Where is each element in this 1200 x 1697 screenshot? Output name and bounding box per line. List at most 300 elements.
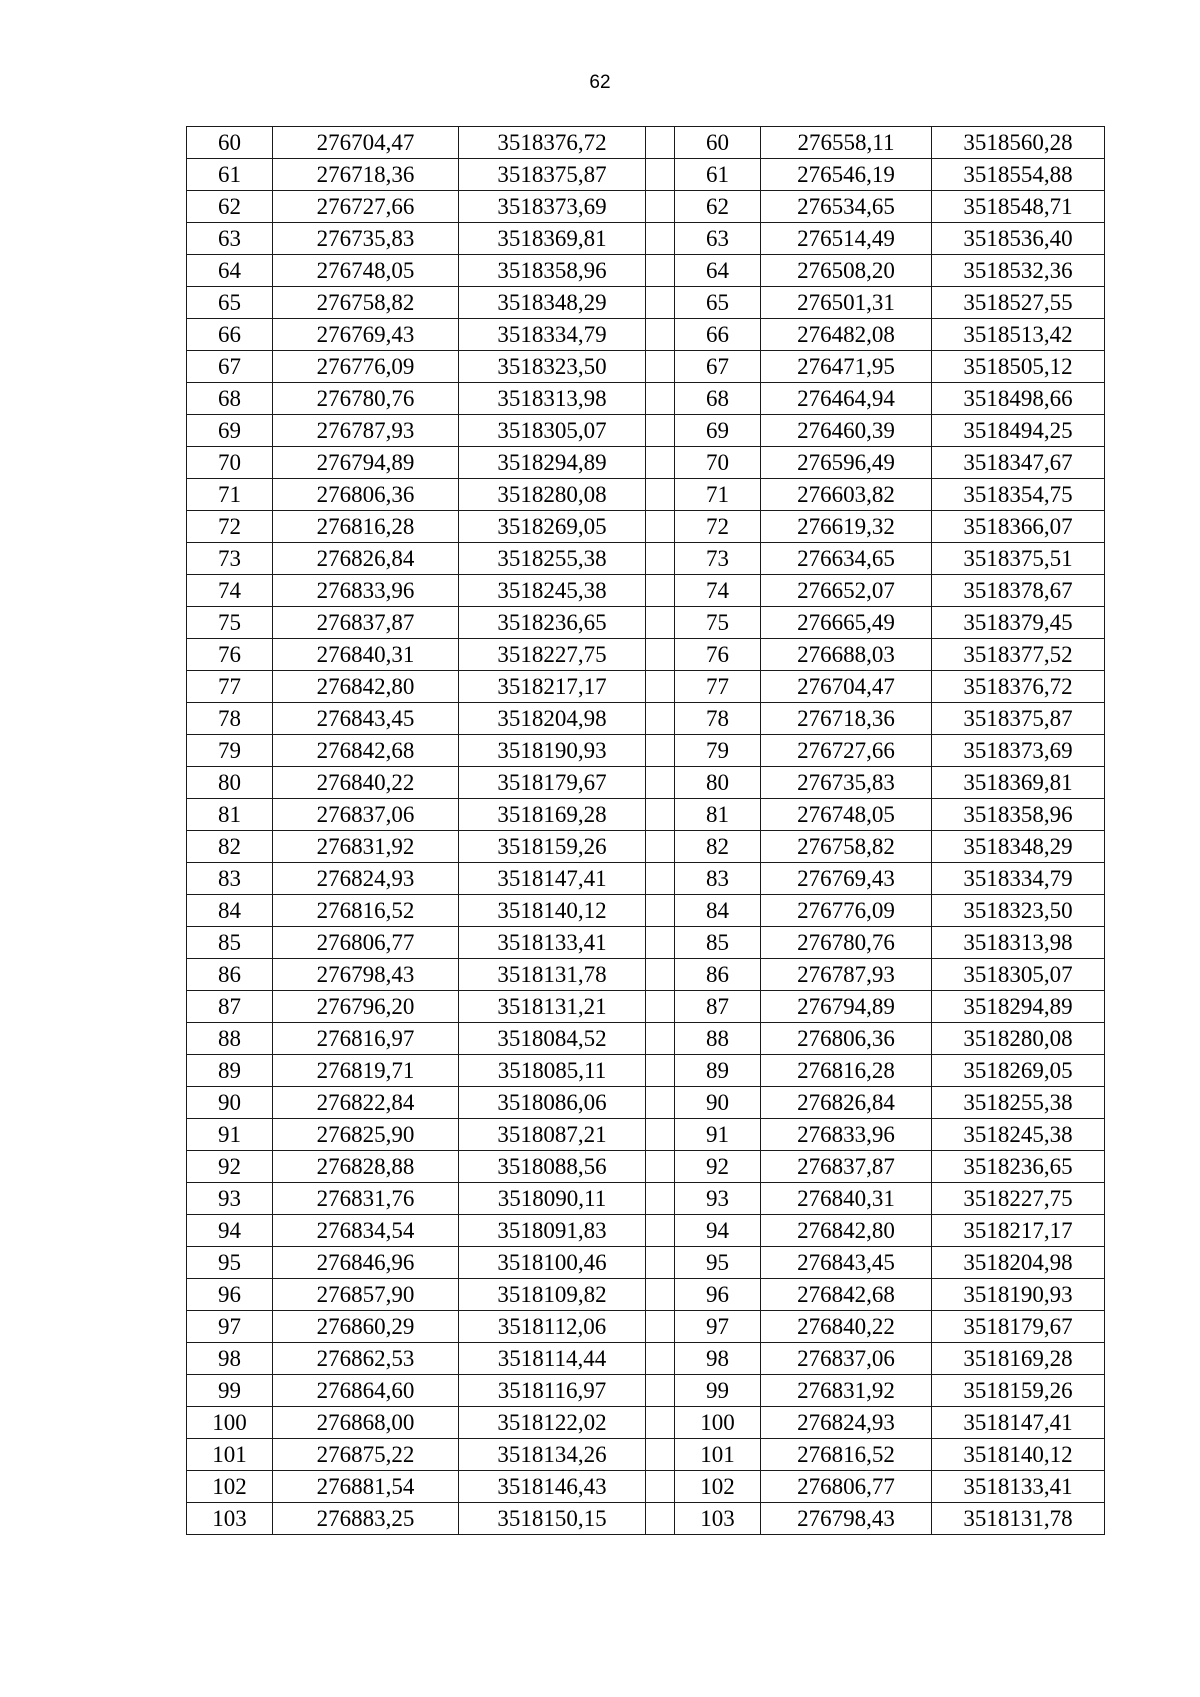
empty-separator-cell	[646, 735, 675, 767]
left-point-number-cell: 74	[187, 575, 273, 607]
left-x-coordinate-cell: 276822,84	[273, 1087, 459, 1119]
right-point-number-cell: 93	[675, 1183, 761, 1215]
empty-separator-cell	[646, 959, 675, 991]
right-y-coordinate-cell: 3518147,41	[932, 1407, 1105, 1439]
left-y-coordinate-cell: 3518146,43	[459, 1471, 646, 1503]
right-x-coordinate-cell: 276833,96	[761, 1119, 932, 1151]
right-x-coordinate-cell: 276837,87	[761, 1151, 932, 1183]
empty-separator-cell	[646, 1055, 675, 1087]
empty-separator-cell	[646, 991, 675, 1023]
right-point-number-cell: 100	[675, 1407, 761, 1439]
right-point-number-cell: 84	[675, 895, 761, 927]
right-y-coordinate-cell: 3518169,28	[932, 1343, 1105, 1375]
left-x-coordinate-cell: 276860,29	[273, 1311, 459, 1343]
right-x-coordinate-cell: 276787,93	[761, 959, 932, 991]
left-x-coordinate-cell: 276816,28	[273, 511, 459, 543]
left-x-coordinate-cell: 276875,22	[273, 1439, 459, 1471]
left-y-coordinate-cell: 3518109,82	[459, 1279, 646, 1311]
empty-separator-cell	[646, 1119, 675, 1151]
table-row	[187, 767, 1105, 799]
right-y-coordinate-cell: 3518376,72	[932, 671, 1105, 703]
empty-separator-cell	[646, 1279, 675, 1311]
right-x-coordinate-cell: 276780,76	[761, 927, 932, 959]
table-row	[187, 895, 1105, 927]
right-x-coordinate-cell: 276727,66	[761, 735, 932, 767]
left-point-number-cell: 65	[187, 287, 273, 319]
left-x-coordinate-cell: 276846,96	[273, 1247, 459, 1279]
left-y-coordinate-cell: 3518147,41	[459, 863, 646, 895]
empty-separator-cell	[646, 767, 675, 799]
empty-separator-cell	[646, 1087, 675, 1119]
empty-separator-cell	[646, 543, 675, 575]
empty-separator-cell	[646, 1023, 675, 1055]
left-y-coordinate-cell: 3518369,81	[459, 223, 646, 255]
left-y-coordinate-cell: 3518204,98	[459, 703, 646, 735]
left-x-coordinate-cell: 276828,88	[273, 1151, 459, 1183]
right-x-coordinate-cell: 276619,32	[761, 511, 932, 543]
left-y-coordinate-cell: 3518114,44	[459, 1343, 646, 1375]
left-y-coordinate-cell: 3518090,11	[459, 1183, 646, 1215]
right-point-number-cell: 71	[675, 479, 761, 511]
right-point-number-cell: 68	[675, 383, 761, 415]
left-point-number-cell: 82	[187, 831, 273, 863]
left-x-coordinate-cell: 276806,77	[273, 927, 459, 959]
right-point-number-cell: 60	[675, 127, 761, 159]
left-point-number-cell: 99	[187, 1375, 273, 1407]
right-point-number-cell: 66	[675, 319, 761, 351]
table-row	[187, 703, 1105, 735]
left-y-coordinate-cell: 3518294,89	[459, 447, 646, 479]
right-point-number-cell: 62	[675, 191, 761, 223]
left-x-coordinate-cell: 276842,80	[273, 671, 459, 703]
empty-separator-cell	[646, 1183, 675, 1215]
table-row	[187, 1215, 1105, 1247]
empty-separator-cell	[646, 191, 675, 223]
left-x-coordinate-cell: 276704,47	[273, 127, 459, 159]
right-x-coordinate-cell: 276603,82	[761, 479, 932, 511]
table-row	[187, 1343, 1105, 1375]
left-point-number-cell: 97	[187, 1311, 273, 1343]
left-y-coordinate-cell: 3518348,29	[459, 287, 646, 319]
right-x-coordinate-cell: 276816,28	[761, 1055, 932, 1087]
right-y-coordinate-cell: 3518375,87	[932, 703, 1105, 735]
left-point-number-cell: 83	[187, 863, 273, 895]
left-point-number-cell: 92	[187, 1151, 273, 1183]
left-x-coordinate-cell: 276794,89	[273, 447, 459, 479]
right-y-coordinate-cell: 3518227,75	[932, 1183, 1105, 1215]
empty-separator-cell	[646, 1503, 675, 1535]
right-point-number-cell: 80	[675, 767, 761, 799]
right-point-number-cell: 94	[675, 1215, 761, 1247]
table-row	[187, 415, 1105, 447]
right-y-coordinate-cell: 3518513,42	[932, 319, 1105, 351]
empty-separator-cell	[646, 671, 675, 703]
right-y-coordinate-cell: 3518131,78	[932, 1503, 1105, 1535]
left-point-number-cell: 102	[187, 1471, 273, 1503]
left-point-number-cell: 62	[187, 191, 273, 223]
empty-separator-cell	[646, 159, 675, 191]
left-x-coordinate-cell: 276842,68	[273, 735, 459, 767]
left-y-coordinate-cell: 3518086,06	[459, 1087, 646, 1119]
left-x-coordinate-cell: 276837,06	[273, 799, 459, 831]
left-x-coordinate-cell: 276819,71	[273, 1055, 459, 1087]
left-y-coordinate-cell: 3518084,52	[459, 1023, 646, 1055]
right-point-number-cell: 75	[675, 607, 761, 639]
right-point-number-cell: 83	[675, 863, 761, 895]
left-point-number-cell: 96	[187, 1279, 273, 1311]
left-point-number-cell: 95	[187, 1247, 273, 1279]
empty-separator-cell	[646, 319, 675, 351]
left-x-coordinate-cell: 276862,53	[273, 1343, 459, 1375]
table-row	[187, 447, 1105, 479]
left-y-coordinate-cell: 3518122,02	[459, 1407, 646, 1439]
page-number: 62	[589, 72, 611, 93]
left-y-coordinate-cell: 3518179,67	[459, 767, 646, 799]
left-y-coordinate-cell: 3518091,83	[459, 1215, 646, 1247]
left-y-coordinate-cell: 3518217,17	[459, 671, 646, 703]
right-point-number-cell: 101	[675, 1439, 761, 1471]
left-point-number-cell: 98	[187, 1343, 273, 1375]
left-x-coordinate-cell: 276868,00	[273, 1407, 459, 1439]
empty-separator-cell	[646, 383, 675, 415]
left-y-coordinate-cell: 3518131,21	[459, 991, 646, 1023]
right-y-coordinate-cell: 3518179,67	[932, 1311, 1105, 1343]
right-y-coordinate-cell: 3518269,05	[932, 1055, 1105, 1087]
left-y-coordinate-cell: 3518133,41	[459, 927, 646, 959]
right-point-number-cell: 67	[675, 351, 761, 383]
empty-separator-cell	[646, 1215, 675, 1247]
left-point-number-cell: 67	[187, 351, 273, 383]
table-row	[187, 1247, 1105, 1279]
empty-separator-cell	[646, 287, 675, 319]
left-y-coordinate-cell: 3518085,11	[459, 1055, 646, 1087]
empty-separator-cell	[646, 1151, 675, 1183]
table-row	[187, 799, 1105, 831]
right-point-number-cell: 74	[675, 575, 761, 607]
table-row	[187, 735, 1105, 767]
right-point-number-cell: 90	[675, 1087, 761, 1119]
table-row	[187, 255, 1105, 287]
right-x-coordinate-cell: 276831,92	[761, 1375, 932, 1407]
empty-separator-cell	[646, 607, 675, 639]
left-y-coordinate-cell: 3518334,79	[459, 319, 646, 351]
left-point-number-cell: 81	[187, 799, 273, 831]
left-y-coordinate-cell: 3518134,26	[459, 1439, 646, 1471]
empty-separator-cell	[646, 479, 675, 511]
right-x-coordinate-cell: 276748,05	[761, 799, 932, 831]
left-point-number-cell: 70	[187, 447, 273, 479]
left-y-coordinate-cell: 3518280,08	[459, 479, 646, 511]
right-point-number-cell: 69	[675, 415, 761, 447]
right-y-coordinate-cell: 3518217,17	[932, 1215, 1105, 1247]
table-row	[187, 191, 1105, 223]
right-x-coordinate-cell: 276718,36	[761, 703, 932, 735]
right-point-number-cell: 76	[675, 639, 761, 671]
right-x-coordinate-cell: 276843,45	[761, 1247, 932, 1279]
left-x-coordinate-cell: 276798,43	[273, 959, 459, 991]
table-row	[187, 159, 1105, 191]
table-row	[187, 1311, 1105, 1343]
right-y-coordinate-cell: 3518159,26	[932, 1375, 1105, 1407]
table-row	[187, 575, 1105, 607]
right-x-coordinate-cell: 276840,22	[761, 1311, 932, 1343]
coordinates-table-body	[187, 127, 1105, 1535]
right-x-coordinate-cell: 276652,07	[761, 575, 932, 607]
left-point-number-cell: 66	[187, 319, 273, 351]
table-row	[187, 607, 1105, 639]
right-x-coordinate-cell: 276534,65	[761, 191, 932, 223]
left-point-number-cell: 84	[187, 895, 273, 927]
right-point-number-cell: 87	[675, 991, 761, 1023]
right-point-number-cell: 98	[675, 1343, 761, 1375]
right-y-coordinate-cell: 3518560,28	[932, 127, 1105, 159]
right-y-coordinate-cell: 3518358,96	[932, 799, 1105, 831]
right-x-coordinate-cell: 276837,06	[761, 1343, 932, 1375]
table-row	[187, 1471, 1105, 1503]
left-point-number-cell: 85	[187, 927, 273, 959]
empty-separator-cell	[646, 415, 675, 447]
left-point-number-cell: 79	[187, 735, 273, 767]
right-y-coordinate-cell: 3518255,38	[932, 1087, 1105, 1119]
left-y-coordinate-cell: 3518358,96	[459, 255, 646, 287]
empty-separator-cell	[646, 575, 675, 607]
right-y-coordinate-cell: 3518294,89	[932, 991, 1105, 1023]
table-row	[187, 1087, 1105, 1119]
table-row	[187, 1119, 1105, 1151]
right-x-coordinate-cell: 276794,89	[761, 991, 932, 1023]
left-x-coordinate-cell: 276831,92	[273, 831, 459, 863]
right-point-number-cell: 102	[675, 1471, 761, 1503]
left-x-coordinate-cell: 276735,83	[273, 223, 459, 255]
empty-separator-cell	[646, 223, 675, 255]
left-point-number-cell: 100	[187, 1407, 273, 1439]
left-y-coordinate-cell: 3518159,26	[459, 831, 646, 863]
empty-separator-cell	[646, 1471, 675, 1503]
table-row	[187, 959, 1105, 991]
empty-separator-cell	[646, 511, 675, 543]
right-x-coordinate-cell: 276758,82	[761, 831, 932, 863]
right-y-coordinate-cell: 3518532,36	[932, 255, 1105, 287]
empty-separator-cell	[646, 447, 675, 479]
left-y-coordinate-cell: 3518116,97	[459, 1375, 646, 1407]
left-point-number-cell: 63	[187, 223, 273, 255]
left-x-coordinate-cell: 276864,60	[273, 1375, 459, 1407]
table-row	[187, 127, 1105, 159]
table-row	[187, 831, 1105, 863]
right-x-coordinate-cell: 276735,83	[761, 767, 932, 799]
empty-separator-cell	[646, 703, 675, 735]
right-y-coordinate-cell: 3518140,12	[932, 1439, 1105, 1471]
table-row	[187, 479, 1105, 511]
left-y-coordinate-cell: 3518190,93	[459, 735, 646, 767]
right-x-coordinate-cell: 276558,11	[761, 127, 932, 159]
left-point-number-cell: 93	[187, 1183, 273, 1215]
table-row	[187, 511, 1105, 543]
left-x-coordinate-cell: 276840,31	[273, 639, 459, 671]
right-y-coordinate-cell: 3518347,67	[932, 447, 1105, 479]
right-x-coordinate-cell: 276826,84	[761, 1087, 932, 1119]
left-y-coordinate-cell: 3518376,72	[459, 127, 646, 159]
table-row	[187, 319, 1105, 351]
right-point-number-cell: 70	[675, 447, 761, 479]
right-x-coordinate-cell: 276508,20	[761, 255, 932, 287]
left-x-coordinate-cell: 276825,90	[273, 1119, 459, 1151]
left-x-coordinate-cell: 276824,93	[273, 863, 459, 895]
right-x-coordinate-cell: 276842,80	[761, 1215, 932, 1247]
empty-separator-cell	[646, 639, 675, 671]
right-point-number-cell: 86	[675, 959, 761, 991]
right-x-coordinate-cell: 276840,31	[761, 1183, 932, 1215]
right-y-coordinate-cell: 3518366,07	[932, 511, 1105, 543]
left-x-coordinate-cell: 276837,87	[273, 607, 459, 639]
table-row	[187, 1023, 1105, 1055]
left-point-number-cell: 69	[187, 415, 273, 447]
right-x-coordinate-cell: 276806,36	[761, 1023, 932, 1055]
right-x-coordinate-cell: 276460,39	[761, 415, 932, 447]
left-point-number-cell: 88	[187, 1023, 273, 1055]
right-y-coordinate-cell: 3518236,65	[932, 1151, 1105, 1183]
right-y-coordinate-cell: 3518348,29	[932, 831, 1105, 863]
right-y-coordinate-cell: 3518548,71	[932, 191, 1105, 223]
right-x-coordinate-cell: 276501,31	[761, 287, 932, 319]
left-point-number-cell: 71	[187, 479, 273, 511]
right-point-number-cell: 103	[675, 1503, 761, 1535]
left-x-coordinate-cell: 276840,22	[273, 767, 459, 799]
right-point-number-cell: 65	[675, 287, 761, 319]
left-y-coordinate-cell: 3518088,56	[459, 1151, 646, 1183]
left-x-coordinate-cell: 276857,90	[273, 1279, 459, 1311]
table-row	[187, 383, 1105, 415]
left-x-coordinate-cell: 276780,76	[273, 383, 459, 415]
right-y-coordinate-cell: 3518305,07	[932, 959, 1105, 991]
empty-separator-cell	[646, 1375, 675, 1407]
left-point-number-cell: 75	[187, 607, 273, 639]
right-point-number-cell: 95	[675, 1247, 761, 1279]
right-x-coordinate-cell: 276665,49	[761, 607, 932, 639]
empty-separator-cell	[646, 255, 675, 287]
left-point-number-cell: 78	[187, 703, 273, 735]
right-y-coordinate-cell: 3518313,98	[932, 927, 1105, 959]
table-row	[187, 927, 1105, 959]
empty-separator-cell	[646, 927, 675, 959]
right-x-coordinate-cell: 276824,93	[761, 1407, 932, 1439]
left-point-number-cell: 77	[187, 671, 273, 703]
table-row	[187, 671, 1105, 703]
right-point-number-cell: 85	[675, 927, 761, 959]
right-y-coordinate-cell: 3518377,52	[932, 639, 1105, 671]
left-point-number-cell: 64	[187, 255, 273, 287]
left-x-coordinate-cell: 276831,76	[273, 1183, 459, 1215]
right-y-coordinate-cell: 3518379,45	[932, 607, 1105, 639]
right-point-number-cell: 99	[675, 1375, 761, 1407]
left-point-number-cell: 80	[187, 767, 273, 799]
right-y-coordinate-cell: 3518536,40	[932, 223, 1105, 255]
right-point-number-cell: 82	[675, 831, 761, 863]
left-y-coordinate-cell: 3518140,12	[459, 895, 646, 927]
left-x-coordinate-cell: 276816,97	[273, 1023, 459, 1055]
left-y-coordinate-cell: 3518305,07	[459, 415, 646, 447]
left-x-coordinate-cell: 276748,05	[273, 255, 459, 287]
table-row	[187, 1375, 1105, 1407]
left-point-number-cell: 90	[187, 1087, 273, 1119]
left-point-number-cell: 101	[187, 1439, 273, 1471]
left-x-coordinate-cell: 276816,52	[273, 895, 459, 927]
empty-separator-cell	[646, 895, 675, 927]
left-y-coordinate-cell: 3518255,38	[459, 543, 646, 575]
left-x-coordinate-cell: 276843,45	[273, 703, 459, 735]
left-x-coordinate-cell: 276883,25	[273, 1503, 459, 1535]
table-row	[187, 863, 1105, 895]
right-x-coordinate-cell: 276596,49	[761, 447, 932, 479]
left-x-coordinate-cell: 276881,54	[273, 1471, 459, 1503]
right-x-coordinate-cell: 276546,19	[761, 159, 932, 191]
table-row	[187, 1183, 1105, 1215]
right-point-number-cell: 77	[675, 671, 761, 703]
right-point-number-cell: 91	[675, 1119, 761, 1151]
right-y-coordinate-cell: 3518323,50	[932, 895, 1105, 927]
right-x-coordinate-cell: 276776,09	[761, 895, 932, 927]
empty-separator-cell	[646, 1343, 675, 1375]
left-y-coordinate-cell: 3518227,75	[459, 639, 646, 671]
left-point-number-cell: 87	[187, 991, 273, 1023]
right-y-coordinate-cell: 3518245,38	[932, 1119, 1105, 1151]
right-y-coordinate-cell: 3518527,55	[932, 287, 1105, 319]
left-point-number-cell: 94	[187, 1215, 273, 1247]
table-row	[187, 287, 1105, 319]
table-row	[187, 1279, 1105, 1311]
right-x-coordinate-cell: 276514,49	[761, 223, 932, 255]
left-point-number-cell: 91	[187, 1119, 273, 1151]
right-point-number-cell: 64	[675, 255, 761, 287]
left-x-coordinate-cell: 276758,82	[273, 287, 459, 319]
right-x-coordinate-cell: 276769,43	[761, 863, 932, 895]
left-y-coordinate-cell: 3518150,15	[459, 1503, 646, 1535]
right-point-number-cell: 79	[675, 735, 761, 767]
table-row	[187, 1151, 1105, 1183]
left-point-number-cell: 76	[187, 639, 273, 671]
right-point-number-cell: 97	[675, 1311, 761, 1343]
left-y-coordinate-cell: 3518100,46	[459, 1247, 646, 1279]
right-y-coordinate-cell: 3518505,12	[932, 351, 1105, 383]
right-y-coordinate-cell: 3518204,98	[932, 1247, 1105, 1279]
left-y-coordinate-cell: 3518112,06	[459, 1311, 646, 1343]
right-x-coordinate-cell: 276482,08	[761, 319, 932, 351]
right-point-number-cell: 73	[675, 543, 761, 575]
left-y-coordinate-cell: 3518373,69	[459, 191, 646, 223]
right-point-number-cell: 88	[675, 1023, 761, 1055]
right-x-coordinate-cell: 276806,77	[761, 1471, 932, 1503]
right-point-number-cell: 92	[675, 1151, 761, 1183]
left-point-number-cell: 103	[187, 1503, 273, 1535]
right-y-coordinate-cell: 3518280,08	[932, 1023, 1105, 1055]
right-y-coordinate-cell: 3518554,88	[932, 159, 1105, 191]
empty-separator-cell	[646, 1439, 675, 1471]
left-y-coordinate-cell: 3518323,50	[459, 351, 646, 383]
empty-separator-cell	[646, 1247, 675, 1279]
right-x-coordinate-cell: 276842,68	[761, 1279, 932, 1311]
right-x-coordinate-cell: 276798,43	[761, 1503, 932, 1535]
left-point-number-cell: 72	[187, 511, 273, 543]
right-y-coordinate-cell: 3518190,93	[932, 1279, 1105, 1311]
left-point-number-cell: 61	[187, 159, 273, 191]
right-y-coordinate-cell: 3518369,81	[932, 767, 1105, 799]
left-y-coordinate-cell: 3518236,65	[459, 607, 646, 639]
right-y-coordinate-cell: 3518373,69	[932, 735, 1105, 767]
right-y-coordinate-cell: 3518498,66	[932, 383, 1105, 415]
table-row	[187, 1407, 1105, 1439]
left-x-coordinate-cell: 276776,09	[273, 351, 459, 383]
left-x-coordinate-cell: 276826,84	[273, 543, 459, 575]
